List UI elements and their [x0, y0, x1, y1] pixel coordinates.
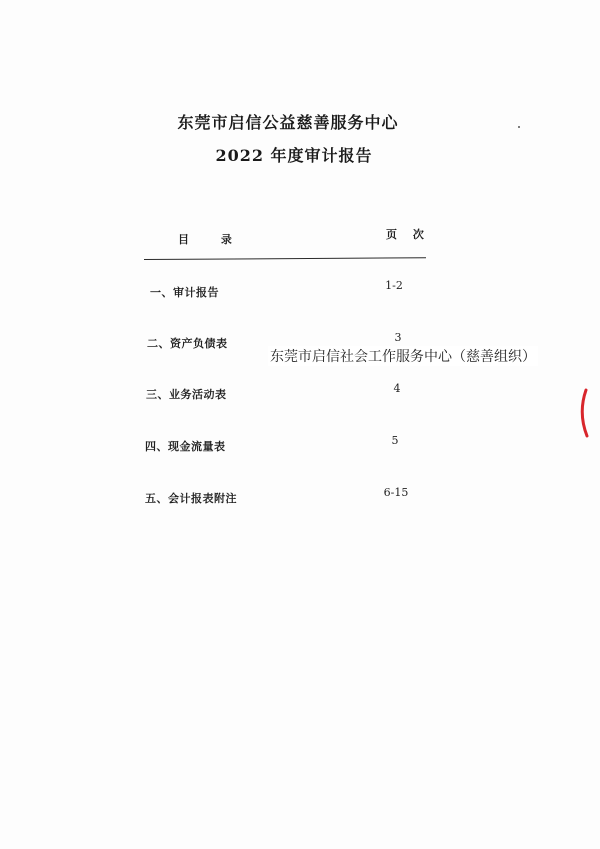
toc-item-label: 五、会计报表附注 [145, 492, 237, 505]
toc-item-pages: 5 [391, 434, 399, 447]
toc-header-contents: 目 录 [178, 233, 246, 246]
document-subtitle: 2022 年度审计报告 [215, 146, 373, 165]
document-title: 东莞市启信公益慈善服务中心 [177, 113, 399, 132]
toc-item-label: 一、审计报告 [150, 286, 219, 299]
toc-item-pages: 6-15 [383, 486, 409, 499]
toc-header-pages: 页 次 [386, 228, 430, 241]
toc-item-label: 二、资产负债表 [147, 337, 228, 350]
overlay-organization-name: 东莞市启信社会工作服务中心（慈善组织） [268, 346, 538, 366]
toc-item-pages: 1-2 [385, 279, 403, 292]
toc-item-pages: 4 [393, 382, 401, 395]
toc-item-label: 四、现金流量表 [145, 440, 226, 453]
red-seal-edge [580, 388, 600, 438]
toc-item-pages: 3 [394, 331, 402, 344]
toc-item-label: 三、业务活动表 [146, 388, 227, 401]
seal-arc-icon [580, 388, 600, 438]
scan-speck [518, 126, 520, 128]
toc-divider [144, 257, 426, 260]
